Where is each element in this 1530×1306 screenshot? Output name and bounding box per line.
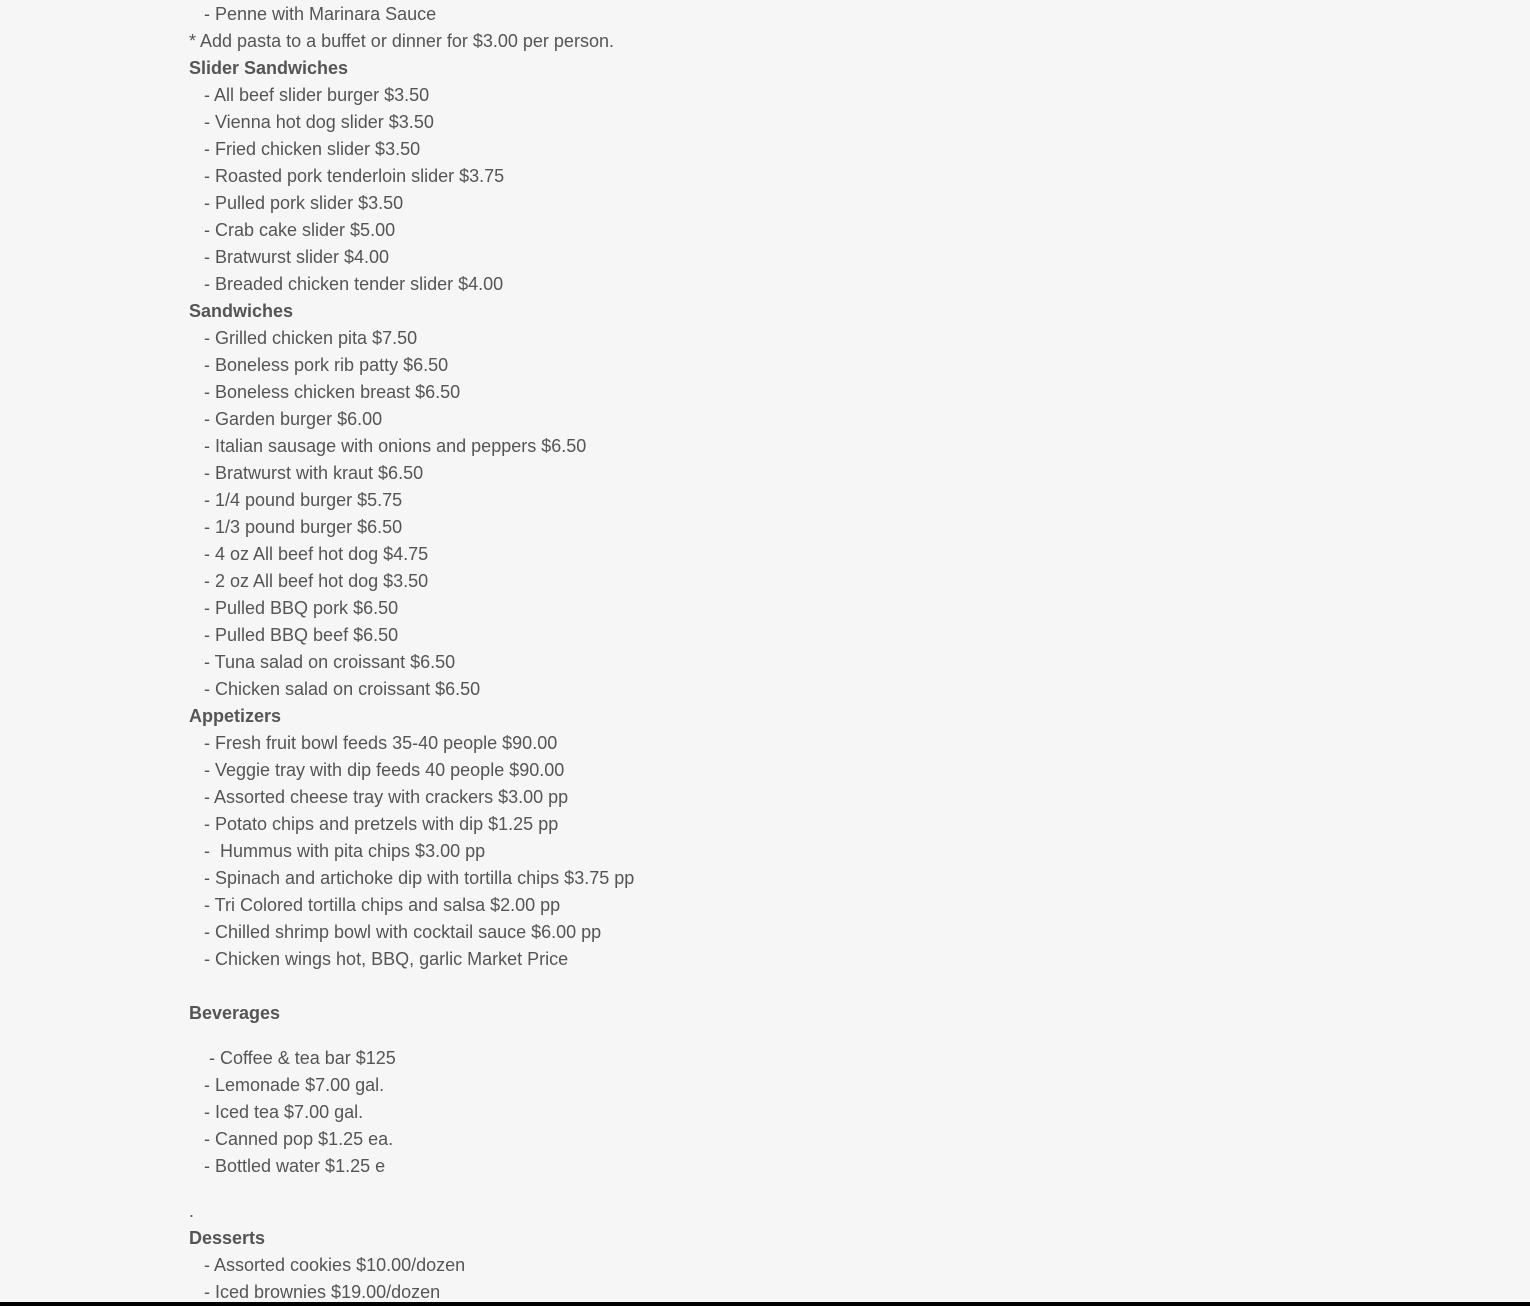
section-spacer [189, 973, 1089, 1000]
menu-item: - Canned pop $1.25 ea. [204, 1129, 394, 1149]
menu-item: - Tuna salad on croissant $6.50 [204, 652, 456, 672]
menu-item: - 1/3 pound burger $6.50 [204, 517, 403, 537]
menu-item: - All beef slider burger $3.50 [204, 85, 430, 105]
section-heading-appetizers: Appetizers [189, 706, 282, 726]
menu-item: - Iced tea $7.00 gal. [204, 1102, 364, 1122]
menu-item: - Fresh fruit bowl feeds 35-40 people $90.00 [204, 733, 558, 753]
menu-item: - Veggie tray with dip feeds 40 people $90.00 [204, 760, 565, 780]
menu-item: - Breaded chicken tender slider $4.00 [204, 274, 504, 294]
menu-item: - Boneless pork rib patty $6.50 [204, 355, 449, 375]
section-heading-sandwiches: Sandwiches [189, 301, 294, 321]
menu-item: - Pulled BBQ pork $6.50 [204, 598, 399, 618]
section-heading-beverages: Beverages [189, 1003, 281, 1023]
bottom-border [0, 1302, 1530, 1306]
menu-item: - Grilled chicken pita $7.50 [204, 328, 418, 348]
menu-item: - Vienna hot dog slider $3.50 [204, 112, 434, 132]
section-spacer [189, 1027, 1089, 1045]
menu-item: - Chicken wings hot, BBQ, garlic Market Price [204, 949, 569, 969]
menu-item: - Bottled water $1.25 e [204, 1156, 386, 1176]
section-spacer [189, 1180, 1089, 1198]
menu-item: - Lemonade $7.00 gal. [204, 1075, 385, 1095]
menu-item: - Assorted cookies $10.00/dozen [204, 1255, 466, 1275]
menu-item: - Penne with Marinara Sauce [204, 4, 437, 24]
menu-item: - Chilled shrimp bowl with cocktail sauce $6.00 pp [204, 922, 602, 942]
menu-item: - 1/4 pound burger $5.75 [204, 490, 403, 510]
menu-item: - 4 oz All beef hot dog $4.75 [204, 544, 429, 564]
menu-item: - Bratwurst with kraut $6.50 [204, 463, 424, 483]
menu-item: - Roasted pork tenderloin slider $3.75 [204, 166, 505, 186]
menu-item: - Spinach and artichoke dip with tortilla chips $3.75 pp [204, 868, 635, 888]
menu-item: - Italian sausage with onions and peppers $6.50 [204, 436, 587, 456]
menu-item: - Assorted cheese tray with crackers $3.00 pp [204, 787, 569, 807]
menu-item: - Chicken salad on croissant $6.50 [204, 679, 481, 699]
menu-item: - Boneless chicken breast $6.50 [204, 382, 461, 402]
menu-item: - 2 oz All beef hot dog $3.50 [204, 571, 429, 591]
menu-item: - Potato chips and pretzels with dip $1.25 pp [204, 814, 559, 834]
menu-item: - Bratwurst slider $4.00 [204, 247, 390, 267]
menu-item: - Tri Colored tortilla chips and salsa $2.00 pp [204, 895, 561, 915]
menu-item: - Garden burger $6.00 [204, 409, 383, 429]
menu-item: - Fried chicken slider $3.50 [204, 139, 421, 159]
menu-item: - Pulled pork slider $3.50 [204, 193, 404, 213]
menu-item: - Coffee & tea bar $125 [209, 1048, 396, 1068]
section-heading-desserts: Desserts [189, 1228, 266, 1248]
pasta-note: * Add pasta to a buffet or dinner for $3.00 per person. [189, 31, 614, 51]
menu-item: - Crab cake slider $5.00 [204, 220, 396, 240]
menu-content [189, 1, 1089, 1306]
menu-item: - Pulled BBQ beef $6.50 [204, 625, 399, 645]
menu-item: - Iced brownies $19.00/dozen [204, 1282, 441, 1302]
menu-item: - Hummus with pita chips $3.00 pp [204, 841, 486, 861]
section-heading-slider-sandwiches: Slider Sandwiches [189, 58, 349, 78]
stray-period: . [189, 1201, 195, 1221]
